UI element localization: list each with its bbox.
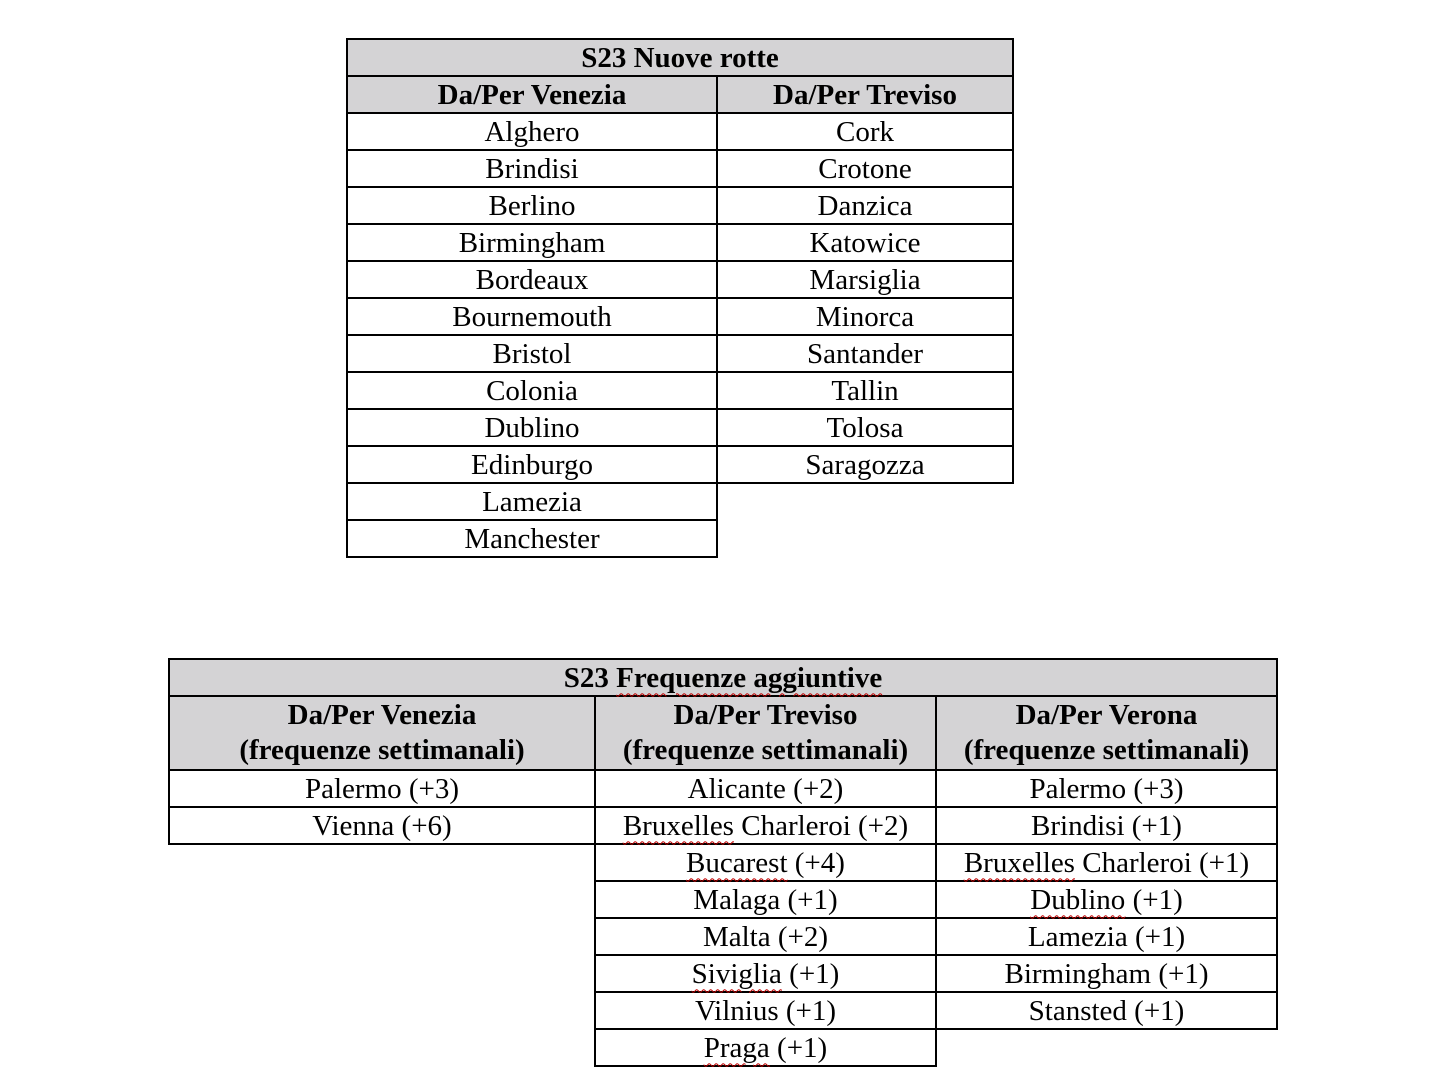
city-word: Bruxelles xyxy=(963,846,1075,879)
empty-cell xyxy=(717,483,1013,520)
city-word: Praga xyxy=(703,1031,770,1064)
table-row xyxy=(347,446,1013,483)
table-row xyxy=(347,150,1013,187)
route-cell: Minorca xyxy=(717,298,1013,335)
table-row xyxy=(169,844,1277,881)
empty-cell xyxy=(169,881,595,918)
city-word: Birmingham xyxy=(1004,957,1152,990)
frequency-cell xyxy=(936,844,1277,881)
table-row xyxy=(347,372,1013,409)
frequency-value: (+1) xyxy=(1126,994,1185,1027)
city-word: Alicante xyxy=(687,772,786,805)
frequency-cell xyxy=(595,844,936,881)
route-cell: Colonia xyxy=(347,372,717,409)
route-cell: Alghero xyxy=(347,113,717,150)
header-treviso: Da/Per Treviso xyxy=(717,76,1013,113)
header-venezia xyxy=(169,696,595,770)
route-cell: Bristol xyxy=(347,335,717,372)
route-cell: Saragozza xyxy=(717,446,1013,483)
frequency-cell xyxy=(595,770,936,807)
frequency-cell xyxy=(936,918,1277,955)
table-row xyxy=(169,918,1277,955)
table-row xyxy=(347,224,1013,261)
new-routes-table xyxy=(346,38,1014,558)
frequency-value: (+2) xyxy=(785,772,844,805)
table-row xyxy=(169,1029,1277,1066)
frequency-cell: Vienna (+6) xyxy=(169,807,595,844)
header-note: (frequenze settimanali) xyxy=(622,734,909,766)
table-row xyxy=(347,261,1013,298)
empty-cell xyxy=(169,844,595,881)
frequency-cell xyxy=(595,992,936,1029)
frequency-cell xyxy=(936,955,1277,992)
route-cell: Santander xyxy=(717,335,1013,372)
city-word: Dublino xyxy=(1030,883,1126,916)
city-word: Malaga xyxy=(693,883,781,916)
table-row xyxy=(169,770,1277,807)
header-city: Da/Per Verona xyxy=(1015,699,1198,731)
header-venezia: Da/Per Venezia xyxy=(347,76,717,113)
table-row xyxy=(347,520,1013,557)
table-row xyxy=(347,409,1013,446)
route-cell: Brindisi xyxy=(347,150,717,187)
route-cell: Tallin xyxy=(717,372,1013,409)
frequency-cell xyxy=(936,992,1277,1029)
frequency-value: (+4) xyxy=(787,846,845,879)
extra-frequencies-title xyxy=(169,659,1277,696)
frequency-value: (+1) xyxy=(1127,920,1186,953)
frequency-cell xyxy=(595,955,936,992)
frequency-cell xyxy=(595,807,936,844)
table-row xyxy=(347,298,1013,335)
route-cell: Edinburgo xyxy=(347,446,717,483)
table-row xyxy=(169,992,1277,1029)
city-word: Malta xyxy=(702,920,771,953)
header-verona xyxy=(936,696,1277,770)
frequency-value: Charleroi (+1) xyxy=(1074,846,1250,879)
frequency-value: (+1) xyxy=(1124,809,1182,842)
empty-cell xyxy=(717,520,1013,557)
route-cell: Bournemouth xyxy=(347,298,717,335)
header-city: Da/Per Treviso xyxy=(673,699,858,731)
frequency-cell xyxy=(595,881,936,918)
frequency-value: (+1) xyxy=(1125,883,1183,916)
empty-cell xyxy=(169,918,595,955)
city-word: Vilnius xyxy=(694,994,779,1027)
header-note: (frequenze settimanali) xyxy=(963,734,1250,766)
table-row xyxy=(169,955,1277,992)
header-treviso xyxy=(595,696,936,770)
frequency-cell xyxy=(936,770,1277,807)
table-row xyxy=(347,187,1013,224)
route-cell: Birmingham xyxy=(347,224,717,261)
header-city: Da/Per Venezia xyxy=(287,699,477,731)
title-main: Frequenze aggiuntive xyxy=(616,661,883,694)
frequency-cell xyxy=(936,807,1277,844)
route-cell: Tolosa xyxy=(717,409,1013,446)
city-word: Siviglia xyxy=(691,957,782,990)
city-word: Palermo xyxy=(1029,772,1127,805)
frequency-cell xyxy=(936,881,1277,918)
city-word: Bruxelles xyxy=(622,809,734,842)
empty-cell xyxy=(169,1029,595,1066)
empty-cell xyxy=(936,1029,1277,1066)
new-routes-title: S23 Nuove rotte xyxy=(347,39,1013,76)
frequency-value: Charleroi (+2) xyxy=(733,809,909,842)
city-word: Brindisi xyxy=(1031,809,1125,842)
header-note: (frequenze settimanali) xyxy=(239,734,525,766)
extra-frequencies-table xyxy=(168,658,1278,1067)
route-cell: Katowice xyxy=(717,224,1013,261)
empty-cell xyxy=(169,955,595,992)
route-cell: Crotone xyxy=(717,150,1013,187)
table-row xyxy=(347,113,1013,150)
city-word: Lamezia xyxy=(1027,920,1128,953)
frequency-value: (+1) xyxy=(769,1031,828,1064)
route-cell: Lamezia xyxy=(347,483,717,520)
frequency-value: (+1) xyxy=(1151,957,1209,990)
frequency-value: (+1) xyxy=(780,883,838,916)
empty-cell xyxy=(169,992,595,1029)
frequency-cell: Palermo (+3) xyxy=(169,770,595,807)
route-cell: Berlino xyxy=(347,187,717,224)
table-row xyxy=(347,483,1013,520)
city-word: Stansted xyxy=(1028,994,1127,1027)
route-cell: Dublino xyxy=(347,409,717,446)
frequency-value: (+1) xyxy=(778,994,837,1027)
table-row xyxy=(347,335,1013,372)
table-row xyxy=(169,881,1277,918)
route-cell: Danzica xyxy=(717,187,1013,224)
title-prefix: S23 xyxy=(563,661,617,694)
route-cell: Marsiglia xyxy=(717,261,1013,298)
route-cell: Cork xyxy=(717,113,1013,150)
route-cell: Manchester xyxy=(347,520,717,557)
table-row xyxy=(169,807,1277,844)
route-cell: Bordeaux xyxy=(347,261,717,298)
frequency-value: (+1) xyxy=(781,957,840,990)
frequency-cell xyxy=(595,918,936,955)
frequency-cell xyxy=(595,1029,936,1066)
frequency-value: (+2) xyxy=(770,920,829,953)
frequency-value: (+3) xyxy=(1126,772,1184,805)
city-word: Bucarest xyxy=(686,846,788,879)
